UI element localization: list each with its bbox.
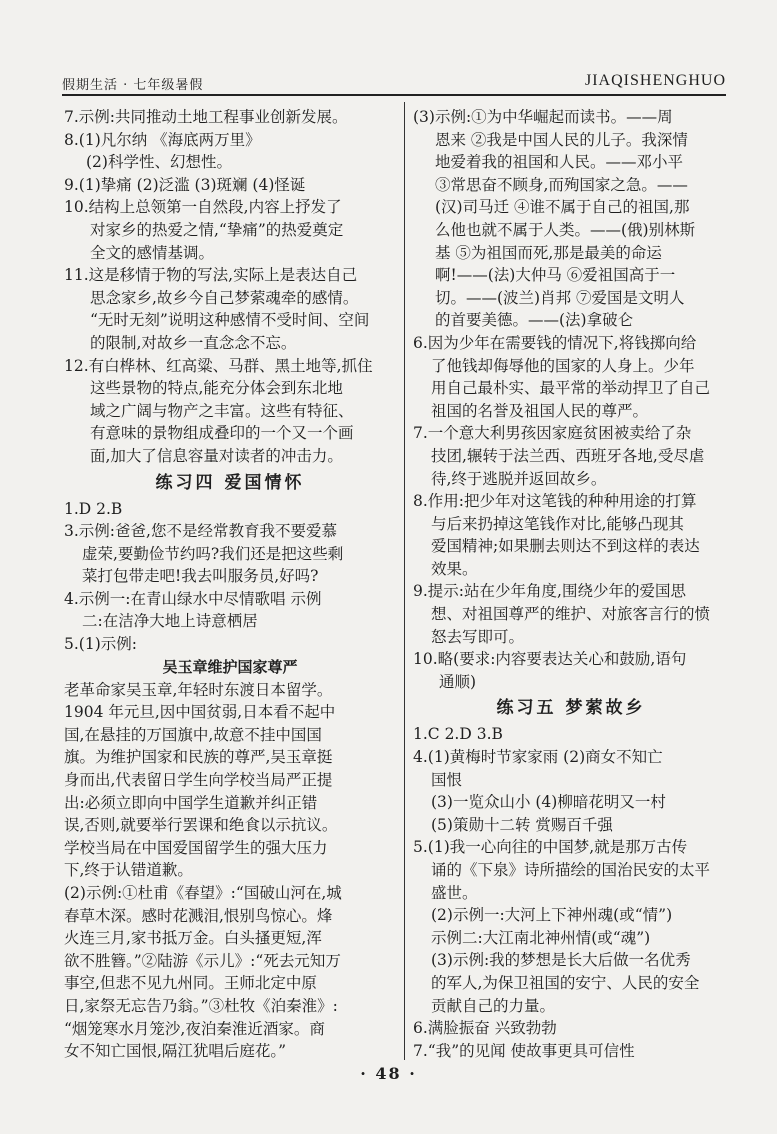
answer-line: 9.(1)挚痛 (2)泛滥 (3)斑斓 (4)怪诞 xyxy=(64,175,306,194)
answer-line: 与后来扔掉这笔钱作对比,能够凸现其 xyxy=(431,514,684,533)
answer-line: ③常思奋不顾身,而殉国家之急。—— xyxy=(435,175,688,194)
answer-line: 8.(1)凡尔纳 《海底两万里》 xyxy=(64,130,261,149)
answer-line: 全文的感情基调。 xyxy=(90,243,215,262)
answer-line: 对家乡的热爱之情,“挚痛”的热爱奠定 xyxy=(90,220,344,239)
answer-line: 8.作用:把少年对这笔钱的种种用途的打算 xyxy=(413,492,697,511)
answer-line: 这些景物的特点,能充分体会到东北地 xyxy=(90,379,343,398)
answer-line: 贡献自己的力量。 xyxy=(431,996,556,1015)
answer-line: 1.D 2.B xyxy=(64,499,123,518)
answer-line: 思念家乡,故乡今自己梦萦魂牵的感情。 xyxy=(90,288,359,307)
answer-line: (汉)司马迁 ④谁不属于自己的祖国,那 xyxy=(435,198,690,217)
answer-line: 旗。为维护国家和民族的尊严,吴玉章挺 xyxy=(64,748,333,767)
answer-line: 技团,辗转于法兰西、西班牙各地,受尽虐 xyxy=(431,446,705,465)
answer-line: 恩来 ②我是中国人民的儿子。我深情 xyxy=(435,130,688,149)
answer-line: 日,家祭无忘告乃翁。”③杜牧《泊秦淮》: xyxy=(64,996,338,1015)
answer-line: 5.(1)示例: xyxy=(64,635,137,654)
answer-line: 4.示例一:在青山绿水中尽情歌唱 示例 xyxy=(64,589,322,608)
answer-line: 国,在悬挂的万国旗中,故意不挂中国国 xyxy=(64,725,322,744)
header-rule xyxy=(62,94,726,96)
answer-line: 10.结构上总领第一自然段,内容上抒发了 xyxy=(64,198,342,217)
answer-line: 祖国的名誉及祖国人民的尊严。 xyxy=(431,401,649,420)
answer-line: 10.略(要求:内容要表达关心和鼓励,语句 xyxy=(413,650,687,669)
answer-line: 诵的《下泉》诗所描绘的国治民安的太平 xyxy=(431,861,711,879)
answer-line: 示例二:大江南北神州情(或“魂”) xyxy=(431,928,651,947)
answer-line: 事空,但悲不见九州同。王师北定中原 xyxy=(64,974,317,993)
answer-line: 学校当局在中国爱国留学生的强大压力 xyxy=(64,838,328,857)
answer-line: 火连三月,家书抵万金。白头搔更短,浑 xyxy=(64,929,322,948)
answer-line: 通顺) xyxy=(439,672,477,691)
answer-line: 9.提示:站在少年角度,围绕少年的爱国思 xyxy=(413,582,686,601)
answer-line: 菜打包带走吧!我去叫服务员,好吗? xyxy=(82,567,319,586)
answer-line: 了他钱却侮辱他的国家的人身上。少年 xyxy=(431,356,695,375)
answer-line: 6.满脸振奋 兴致勃勃 xyxy=(413,1019,557,1038)
header-book-title: 假期生活 · 七年级暑假 xyxy=(62,78,204,93)
answer-line: 有意味的景物组成叠印的一个又一个画 xyxy=(90,424,354,443)
answer-line: (2)示例一:大河上下神州魂(或“情”) xyxy=(431,906,673,925)
answer-line: 基 ⑤为祖国而死,那是最美的命运 xyxy=(435,243,662,262)
answer-line: 虚荣,要勤俭节约吗?我们还是把这些剩 xyxy=(82,544,344,563)
answer-line: (5)策勋十二转 赏赐百千强 xyxy=(431,815,613,834)
answer-line: 12.有白桦林、红高粱、马群、黑土地等,抓住 xyxy=(64,356,373,375)
column-divider xyxy=(404,102,405,1060)
answer-line: 国恨 xyxy=(431,770,463,789)
answer-line: 面,加大了信息容量对读者的冲击力。 xyxy=(90,446,343,465)
answer-line: 6.因为少年在需要钱的情况下,将钱掷向给 xyxy=(413,333,697,352)
answer-line: 想、对祖国尊严的维护、对旅客言行的愤 xyxy=(431,605,711,624)
answer-line: 用自己最朴实、最平常的举动捍卫了自己 xyxy=(431,379,711,398)
answer-line: 域之广阔与物产之丰富。这些有特征、 xyxy=(90,401,354,420)
answer-line: (3)一览众山小 (4)柳暗花明又一村 xyxy=(431,793,666,812)
answer-line: 1904 年元旦,因中国贫弱,日本看不起中 xyxy=(64,703,336,722)
answer-line: 1.C 2.D 3.B xyxy=(413,725,503,744)
answer-line: 下,终于认错道歉。 xyxy=(64,861,193,880)
answer-line: 的首要美德。——(法)拿破仑 xyxy=(435,311,634,330)
answer-line: (2)科学性、幻想性。 xyxy=(86,153,232,172)
answer-line: 切。——(波兰)肖邦 ⑦爱国是文明人 xyxy=(435,288,685,307)
answer-line: (2)示例:①杜甫《春望》:“国破山河在,城 xyxy=(64,884,342,902)
answer-line: 的限制,对故乡一直念念不忘。 xyxy=(90,333,297,352)
page-number: · 48 · xyxy=(360,1064,417,1083)
answer-line: 怒去写即可。 xyxy=(431,627,525,646)
answer-line: 女不知亡国恨,隔江犹唱后庭花。” xyxy=(64,1042,287,1061)
answer-line: 老革命家吴玉章,年轻时东渡日本留学。 xyxy=(64,680,333,699)
answer-line: 盛世。 xyxy=(431,883,478,902)
essay-title: 吴玉章维护国家尊严 xyxy=(162,657,298,676)
answer-line: 4.(1)黄梅时节家家雨 (2)商女不知亡 xyxy=(413,748,663,767)
answer-line: 身而出,代表留日学生向学校当局严正提 xyxy=(64,771,333,790)
answer-line: 7.“我”的见闻 使故事更具可信性 xyxy=(413,1041,635,1060)
answer-line: 误,否则,就要举行罢课和绝食以示抗议。 xyxy=(64,816,338,835)
answer-line: 7.一个意大利男孩因家庭贫困被卖给了杂 xyxy=(413,424,692,443)
answer-line: 地爱着我的祖国和人民。——邓小平 xyxy=(435,153,684,172)
answer-line: (3)示例:我的梦想是长大后做一名优秀 xyxy=(431,951,691,970)
section-title: 练习四 爱国情怀 xyxy=(155,472,305,493)
right-column xyxy=(413,106,729,1062)
answer-line: 欲不胜簪。”②陆游《示儿》:“死去元知万 xyxy=(64,951,341,970)
answer-line: 么他也就不属于人类。——(俄)别林斯 xyxy=(435,220,696,239)
answer-line: 11.这是移情于物的写法,实际上是表达自己 xyxy=(64,266,358,285)
answer-line: 啊!——(法)大仲马 ⑥爱祖国高于一 xyxy=(435,266,676,285)
answer-line: 二:在洁净大地上诗意栖居 xyxy=(82,612,258,631)
section-title: 练习五 梦萦故乡 xyxy=(496,698,646,719)
answer-line: 春草木深。感时花溅泪,恨别鸟惊心。烽 xyxy=(64,906,333,925)
header-pinyin-title: JIAQISHENGHUO xyxy=(585,72,726,89)
answer-line: 爱国精神;如果删去则达不到这样的表达 xyxy=(431,537,700,556)
answer-line: 效果。 xyxy=(431,559,478,578)
left-column xyxy=(64,106,396,1063)
answer-line: 待,终于逃脱并返回故乡。 xyxy=(431,469,607,488)
answer-line: 7.示例:共同推动土地工程事业创新发展。 xyxy=(64,108,348,126)
answer-line: (3)示例:①为中华崛起而读书。——周 xyxy=(413,108,673,126)
page-header xyxy=(62,74,726,100)
answer-line: 5.(1)我一心向往的中国梦,就是那万古传 xyxy=(413,838,688,857)
answer-line: 的军人,为保卫祖国的安宁、人民的安全 xyxy=(431,973,700,992)
answer-line: “无时无刻”说明这种感情不受时间、空间 xyxy=(90,311,370,330)
answer-line: 出:必须立即向中国学生道歉并纠正错 xyxy=(64,793,318,812)
answer-line: 3.示例:爸爸,您不是经常教育我不要爱慕 xyxy=(64,522,337,541)
answer-line: “烟笼寒水月笼沙,夜泊秦淮近酒家。商 xyxy=(64,1019,325,1038)
